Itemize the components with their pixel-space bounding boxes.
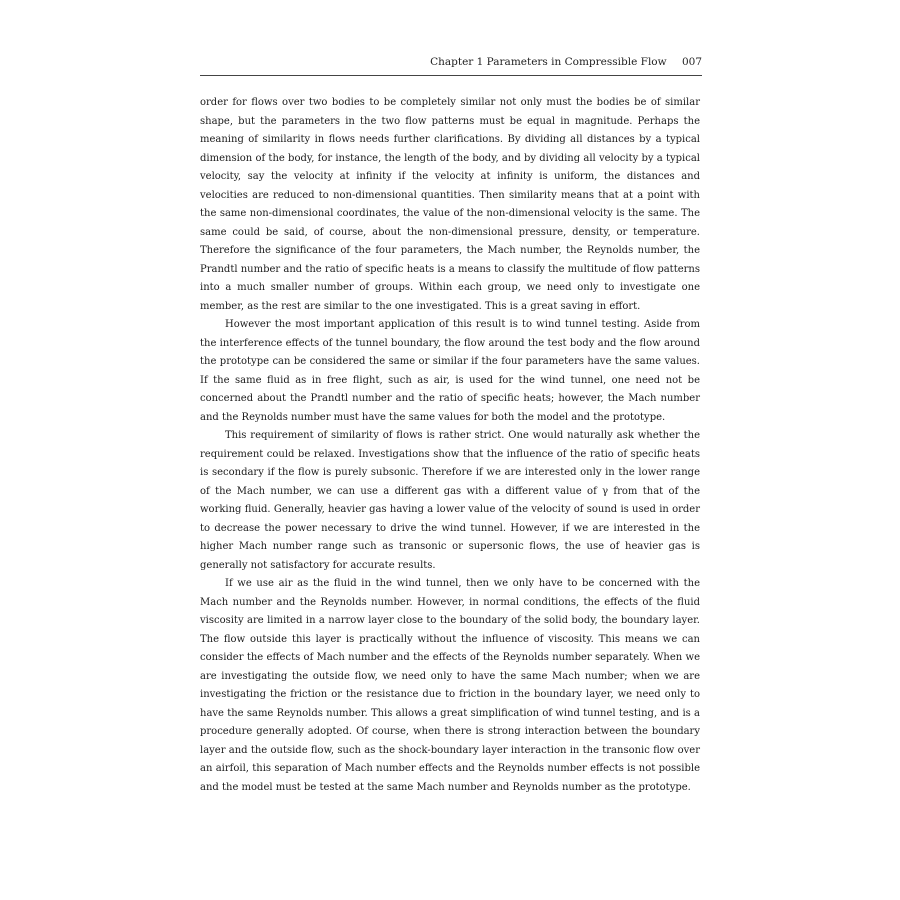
paragraph-wind-tunnel-testing: However the most important application of this result is to wind tunnel testing. Aside from the interference effects of the tunnel boundary, the flow around the test body and the flow around the prototype can be considered the same or similar if the four parameters have the same values. If the same fluid as in free flight, such as air, is used for the wind tunnel, one need not be concerned about the Prandtl number and the ratio of specific heats; however, the Mach number and the Reynolds number must have the same values for both the model and the prototype. <box>200 319 700 423</box>
paragraph-similarity-requirement: This requirement of similarity of flows is rather strict. One would naturally ask whether the requirement could be relaxed. Investigations show that the influence of the ratio of specific heats is secondary if the flow is purely subsonic. Therefore if we are interested only in the lower range of the Mach number, we can use a different gas with a different value of γ from that of the working fluid. Generally, heavier gas having a lower value of the velocity of sound is used in order to decrease the power necessary to drive the wind tunnel. However, if we are interested in the higher Mach number range such as transonic or supersonic flows, the use of heavier gas is generally not satisfactory for accurate results. <box>200 430 700 571</box>
running-head <box>200 56 702 68</box>
page-number: 007 <box>681 56 702 68</box>
body-text <box>200 94 700 797</box>
paragraph-continued: order for flows over two bodies to be completely similar not only must the bodies be of similar shape, but the parameters in the two flow patterns must be equal in magnitude. Perhaps the meaning of similarity in flows needs further clarifications. By dividing all distances by a typical dimension of the body, for instance, the length of the body, and by dividing all velocity by a typical velocity, say the velocity at infinity if the velocity at infinity is uniform, the distances and velocities are reduced to non-dimensional quantities. Then similarity means that at a point with the same non-dimensional coordinates, the value of the non-dimensional velocity is the same. The same could be said, of course, about the non-dimensional pressure, density, or temperature. Therefore the significance of the four parameters, the Mach number, the Reynolds number, the Prandtl number and the ratio of specific heats is a means to classify the multitude of flow patterns into a much smaller number of groups. Within each group, we need only to investigate one member, as the rest are similar to the one investigated. This is a great saving in effort. <box>200 97 700 312</box>
chapter-title: Chapter 1 Parameters in Compressible Flow <box>430 56 667 68</box>
paragraph-air-fluid: If we use air as the fluid in the wind tunnel, then we only have to be concerned with the Mach number and the Reynolds number. However, in normal conditions, the effects of the fluid viscosity are limited in a narrow layer close to the boundary of the solid body, the boundary layer. The flow outside this layer is practically without the influence of viscosity. This means we can consider the effects of Mach number and the effects of the Reynolds number separately. When we are investigating the outside flow, we need only to have the same Mach number; when we are investigating the friction or the resistance due to friction in the boundary layer, we need only to have the same Reynolds number. This allows a great simplification of wind tunnel testing, and is a procedure generally adopted. Of course, when there is strong interaction between the boundary layer and the outside flow, such as the shock-boundary layer interaction in the transonic flow over an airfoil, this separation of Mach number effects and the Reynolds number effects is not possible and the model must be tested at the same Mach number and Reynolds number as the prototype. <box>200 578 700 793</box>
header-rule <box>200 75 702 76</box>
